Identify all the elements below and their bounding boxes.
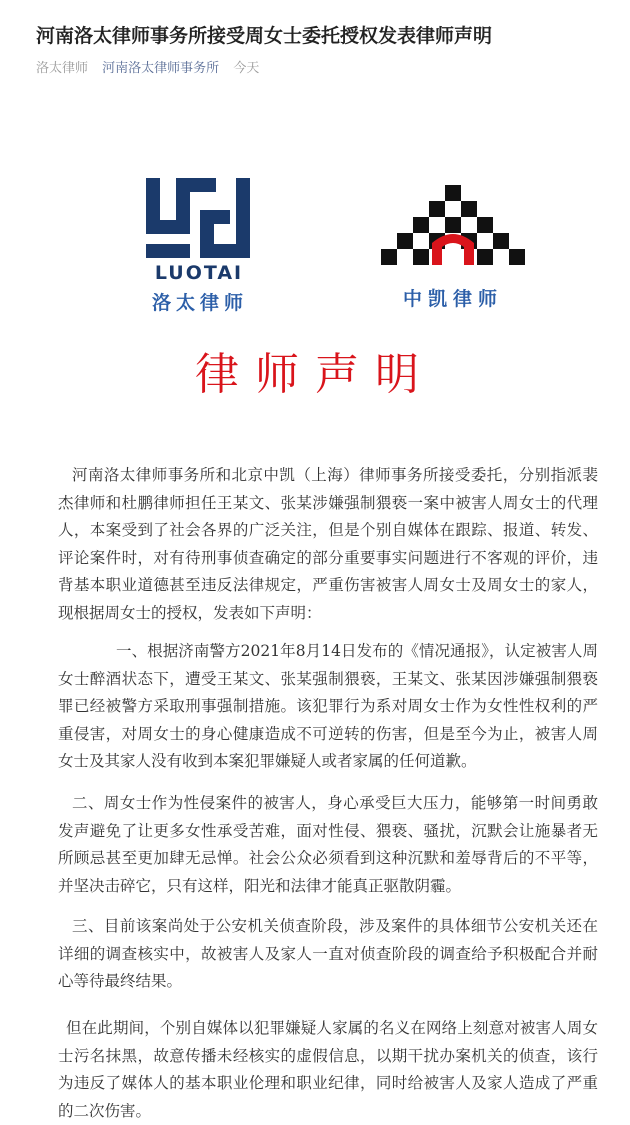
article-title: 河南洛太律师事务所接受周女士委托授权发表律师声明 <box>36 25 493 47</box>
paragraph-continued: 但在此期间，个别自媒体以犯罪嫌疑人家属的名义在网络上刻意对被害人周女士污名抹黑，故意传播未经核实的虚假信息，以期干扰办案机关的侦查，该行为违反了媒体人的基本职业伦理和职业纪律，同时给被害人及家人造成了严重的二次伤害。 <box>58 1019 598 1120</box>
author-name: 洛太律师 <box>36 61 89 76</box>
account-link[interactable]: 河南洛太律师事务所 <box>102 61 220 76</box>
luotai-logo-cn: 洛太律师 <box>151 292 248 314</box>
paragraph-intro: 河南洛太律师事务所和北京中凯（上海）律师事务所接受委托，分别指派裴杰律师和杜鹏律师担任王某文、张某涉嫌强制猥亵一案中被害人周女士的代理人，本案受到了社会各界的广泛关注，但是个别自媒体在跟踪、报道、转发、评论案件时，对有待刑事侦查确定的部分重要事实问题进行不客观的评价，违背基本职业道德甚至违反法律规定，严重伤害被害人周女士及周女士的家人，现根据周女士的授权，发表如下声明： <box>58 466 598 622</box>
luotai-logo-en: LUOTAI <box>154 262 244 284</box>
publish-date: 今天 <box>233 61 260 76</box>
paragraph-point-3: 三、目前该案尚处于公安机关侦查阶段，涉及案件的具体细节公安机关还在详细的调查核实中，故被害人及家人一直对侦查阶段的调查给予积极配合并耐心等待最终结果。 <box>58 917 598 991</box>
paragraph-point-2: 二、周女士作为性侵案件的被害人，身心承受巨大压力，能够第一时间勇敢发声避免了让更多女性承受苦难，面对性侵、猥亵、骚扰，沉默会让施暴者无所顾忌甚至更加肆无忌惮。社会公众必须看到这种沉默和羞辱背后的不平等，并坚决击碎它，只有这样，阳光和法律才能真正驱散阴霾。 <box>58 794 598 895</box>
paragraph-point-1: 一、根据济南警方2021年8月14日发布的《情况通报》，认定被害人周女士醉酒状态下，遭受王某文、张某强制猥亵，王某文、张某因涉嫌强制猥亵罪已经被警方采取刑事强制措施。该犯罪行为系对周女士作为女性性权利的严重侵害，对周女士的身心健康造成不可逆转的伤害，但是至今为止，被害人周女士及其家人没有收到本案犯罪嫌疑人或者家属的任何道歉。 <box>58 642 598 771</box>
zhongkai-logo-cn: 中凯律师 <box>402 288 503 310</box>
statement-title: 律师声明 <box>195 349 435 400</box>
article-meta <box>36 60 269 78</box>
